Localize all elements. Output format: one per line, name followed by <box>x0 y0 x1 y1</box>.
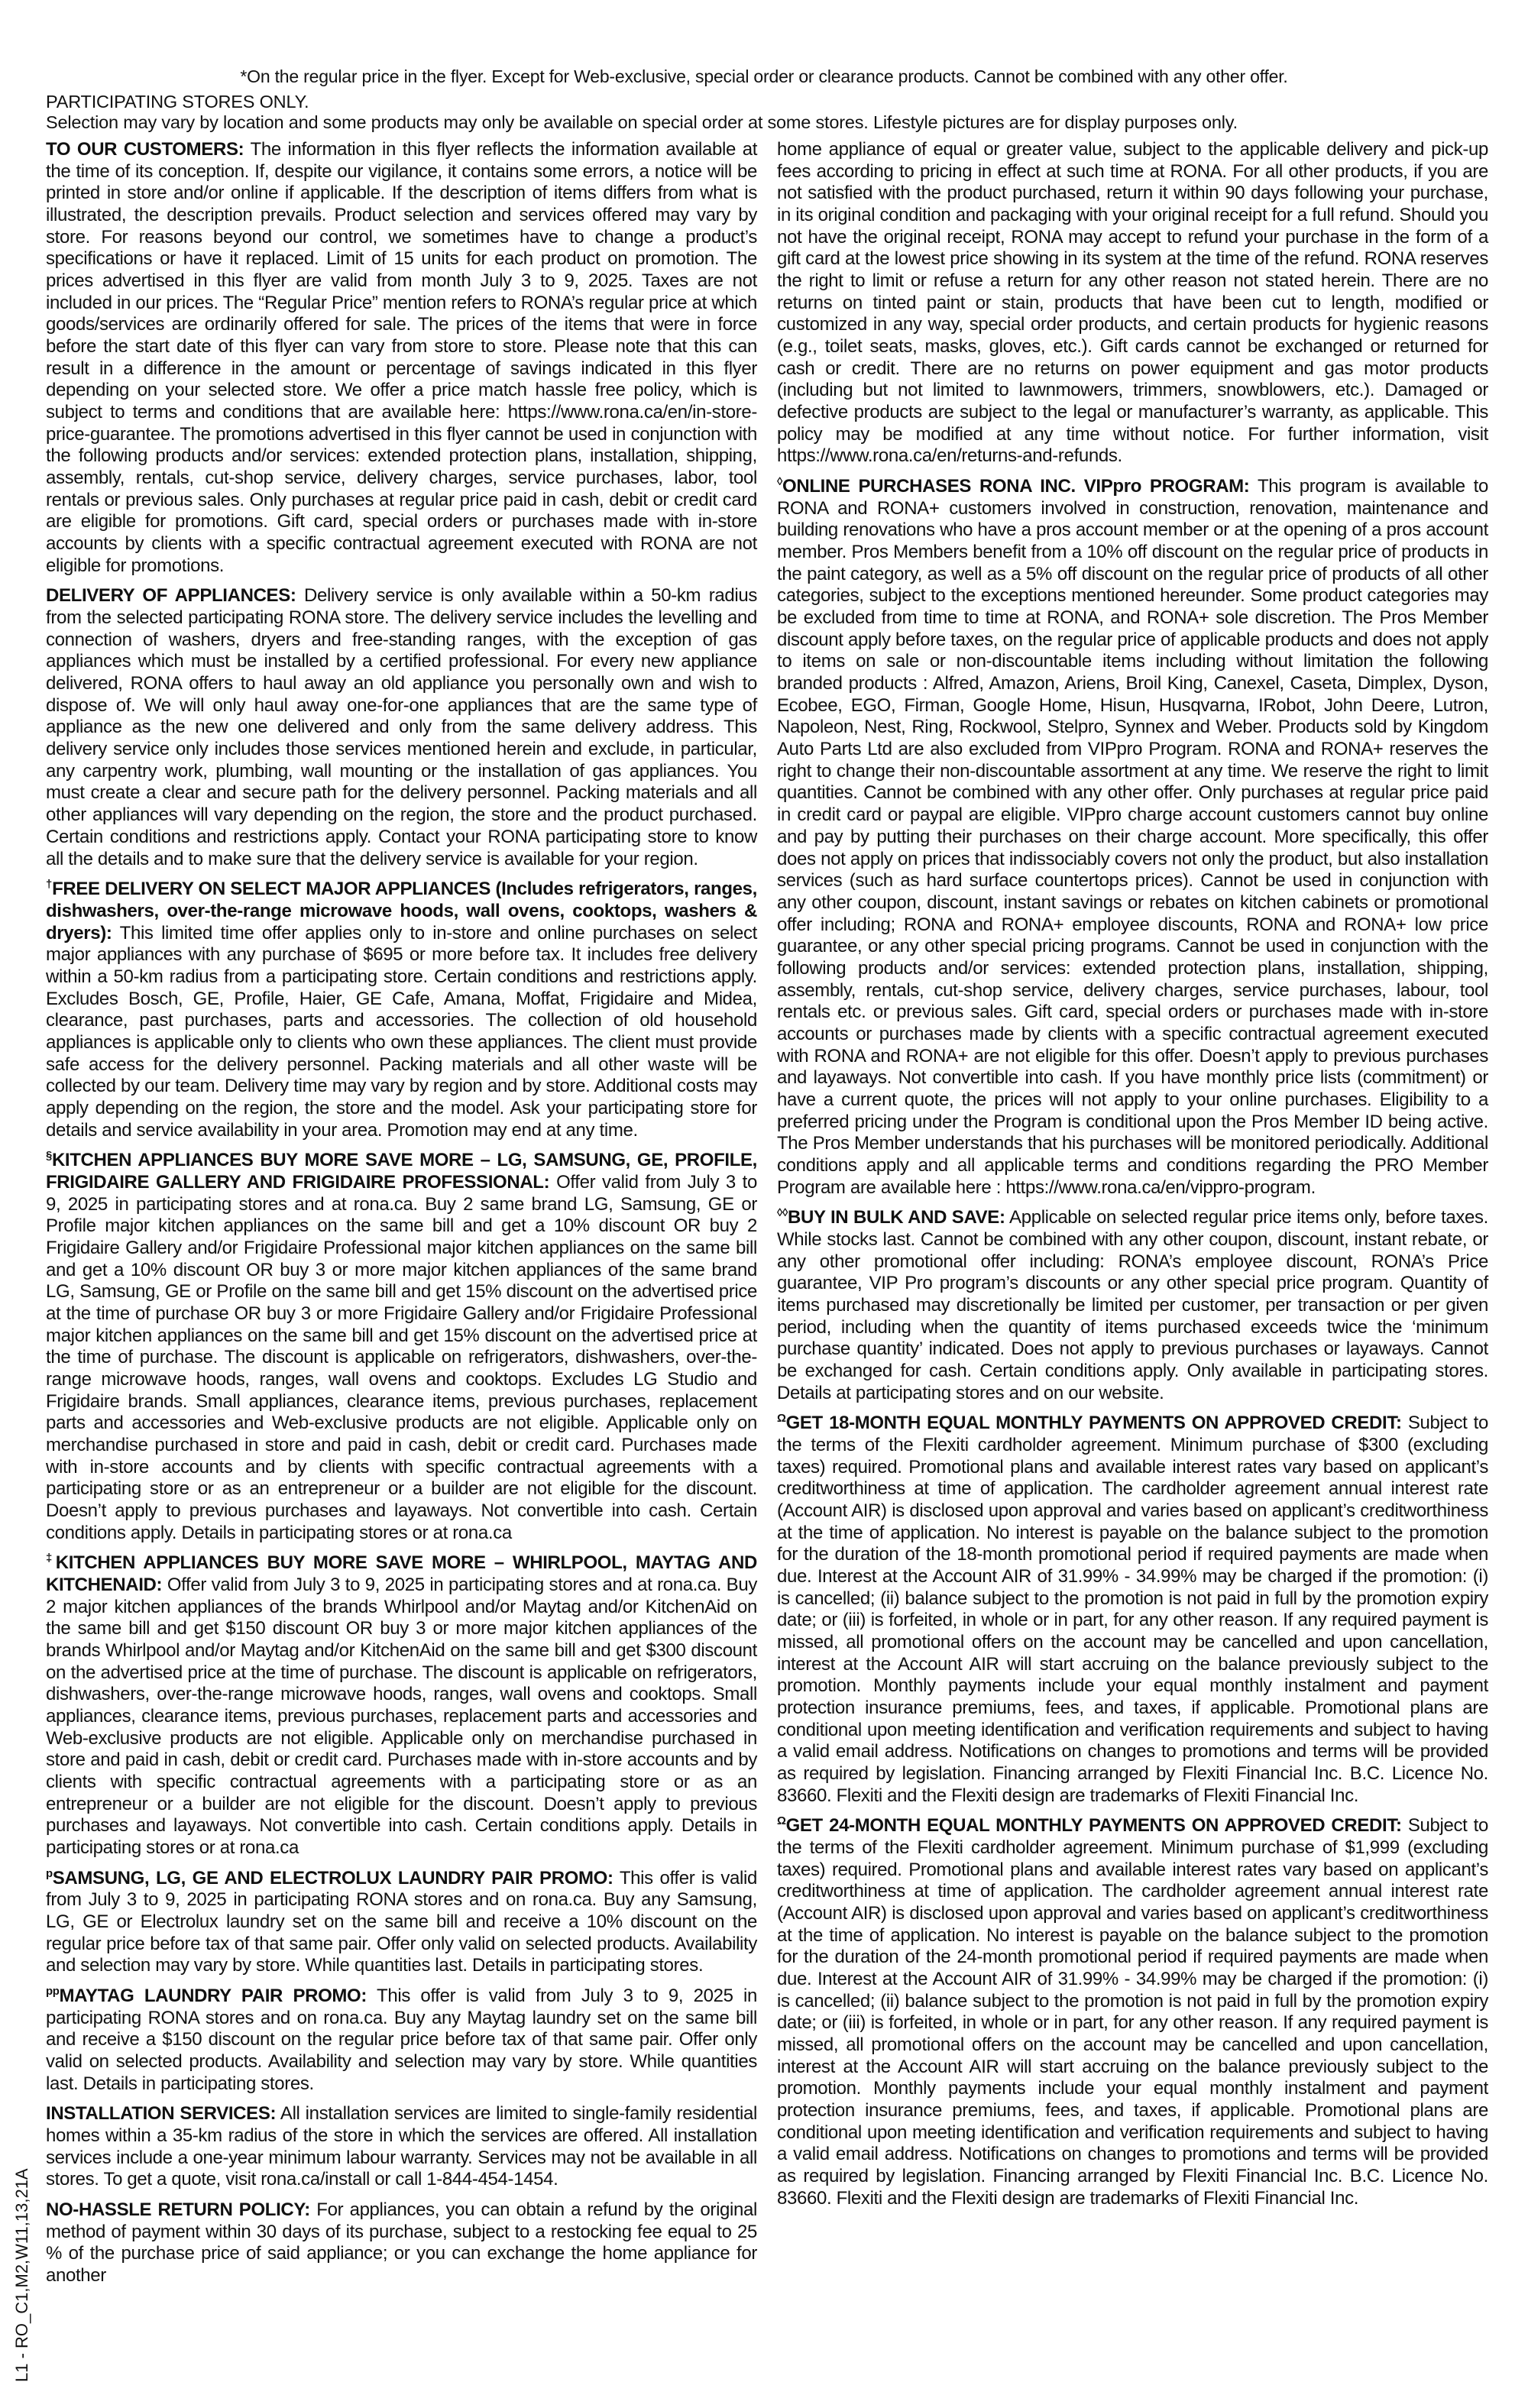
participating-stores-line: PARTICIPATING STORES ONLY. <box>46 92 309 112</box>
footnote-marker-pp: pp <box>46 1986 60 1999</box>
paragraph-heading: DELIVERY OF APPLIANCES: <box>46 585 296 607</box>
paragraph-body: Offer valid from July 3 to 9, 2025 in participating stores and at rona.ca. Buy 2 same brand LG, Samsung, GE or Profile major kitchen appliances on the same bill and get a 10% discount OR buy 2 Frigidaire Gallery and/or Frigidaire Professional major kitchen appliances on the same bill and get a 10% discount OR buy 3 or more major kitchen appliances of the same brand LG, Samsung, GE or Profile on the same bill and get 15% discount on the advertised price at the time of purchase OR buy 3 or more Frigidaire Gallery and/or Frigidaire Professional major kitchen appliances on the same bill and get 15% discount on the advertised price at the time of purchase. The discount is applicable on refrigerators, dishwashers, over-the-range microwave hoods, ranges, wall ovens and cooktops. Excludes LG Studio and Frigidaire brands. Small appliances, clearance items, previous purchases, replacement parts and accessories and Web-exclusive products are not eligible. Applicable only on merchandise purchased in store and paid in cash, debit or credit card. Purchases made with in-store accounts and by clients with specific contractual agreements with a participating store or as an entrepreneur or a builder are not eligible for the discount. Doesn’t apply to previous purchases and layaways. Not convertible into cash. Certain conditions apply. Details in participating stores or at rona.ca <box>46 1171 757 1543</box>
paragraph-vippro-program <box>777 476 1488 1199</box>
paragraph-body: This offer is valid from July 3 to 9, 2025 in participating RONA stores and on rona.ca. Buy any Maytag laundry set on the same bill and receive a $150 discount on the regular price before tax of that same pair. Offer only valid on selected products. Availability and selection may vary by store. While quantities last. Details in participating stores. <box>46 1986 757 2094</box>
paragraph-kitchen-lg-samsung <box>46 1150 757 1544</box>
selection-line: Selection may vary by location and some products may only be available on special order at some stores. Lifestyle pictures are for display purposes only. <box>46 112 1238 132</box>
paragraph-heading: ONLINE PURCHASES RONA INC. VIPpro PROGRAM: <box>782 476 1250 497</box>
paragraph-kitchen-whirlpool <box>46 1552 757 1859</box>
paragraph-24-month-financing <box>777 1815 1488 2209</box>
footnote-marker-p: p <box>46 1867 53 1880</box>
paragraph-heading: GET 24-MONTH EQUAL MONTHLY PAYMENTS ON APPROVED CREDIT: <box>785 1815 1402 1837</box>
paragraph-body: For appliances, you can obtain a refund by the original method of payment within 30 days of its purchase, subject to a restocking fee equal to 25 % of the purchase price of said appliance; or you can exchange the home appliance for another <box>46 2199 758 2287</box>
press-code: L1 - RO_C1,M2,W11,13,21A <box>12 2168 31 2382</box>
left-column <box>46 139 757 2296</box>
paragraph-heading: INSTALLATION SERVICES: <box>46 2103 277 2125</box>
footnote-marker-omega: Ω <box>777 1413 786 1426</box>
paragraph-heading: KITCHEN APPLIANCES BUY MORE SAVE MORE – WHIRLPOOL, MAYTAG AND KITCHENAID: <box>46 1552 757 1595</box>
paragraph-maytag-laundry-promo <box>46 1986 757 2095</box>
paragraph-buy-in-bulk <box>777 1207 1488 1404</box>
paragraph-to-our-customers <box>46 139 757 577</box>
paragraph-body: Subject to the terms of the Flexiti cardholder agreement. Minimum purchase of $1,999 (excluding taxes) required. Promotional plans and available interest rates vary based on applicant’s creditworthiness at time of application. The cardholder agreement annual interest rate (Account AIR) is disclosed upon approval and varies based on applicant’s creditworthiness at the time of application. No interest is payable on the balance subject to the promotion for the duration of the 24-month promotional period if required payments are made when due. Interest at the Account AIR of 31.99% - 34.99% may be charged if the promotion: (i) is cancelled; (ii) balance subject to the promotion is not paid in full by the promotion expiry date; or (iii) is forfeited, in whole or in part, for any other reason. If any required payment is missed, all promotional offers on the account may be cancelled and upon cancellation, interest at the Account AIR will start accruing on the balance previously subject to the promotion. Monthly payments include your equal monthly instalment and payment protection insurance premiums, fees, and taxes, if applicable. Promotional plans are conditional upon meeting identification and verification requirements and subject to having a valid email address. Notifications on changes to promotions and terms will be provided as required by legislation. Financing arranged by Flexiti Financial Inc. B.C. Licence No. 83660. Flexiti and the Flexiti design are trademarks of Flexiti Financial Inc. <box>777 1815 1488 2209</box>
paragraph-heading: BUY IN BULK AND SAVE: <box>788 1207 1005 1228</box>
paragraph-body: The information in this flyer reflects the information available at the time of its conception. If, despite our vigilance, it contains some errors, a notice will be printed in store and/or online if applicable. If the description of items differs from what is illustrated, the description prevails. Product selection and services offered may vary by store. For reasons beyond our control, we sometimes have to change a product’s specifications or have it replaced. Limit of 15 units for each product on promotion. The prices advertised in this flyer are valid from month July 3 to 9, 2025. Taxes are not included in our prices. The “Regular Price” mention refers to RONA’s regular price at which goods/services are ordinarily offered for sale. The prices of the items that were in force before the start date of this flyer can vary from store to store. Please note that this can result in a difference in the amount or percentage of savings indicated in this flyer depending on your selected store. We offer a price match hassle free policy, which is subject to terms and conditions that are available here: https://www.rona.ca/en/in-store-price-guarantee. The promotions advertised in this flyer cannot be used in conjunction with the following products and/or services: extended protection plans, installation, shipping, assembly, rentals, cut-shop service, delivery charges, service purchases, labor, tool rentals or previous sales. Only purchases at regular price paid in cash, debit or credit card are eligible for promotions. Gift card, special orders or purchases made with in-store accounts by clients with a specific contractual agreement executed with RONA are not eligible for promotions. <box>46 139 758 576</box>
paragraph-body: Offer valid from July 3 to 9, 2025 in participating stores and at rona.ca. Buy 2 major kitchen appliances of the brands Whirlpool and/or Maytag and/or KitchenAid on the same bill and get $150 discount OR buy 3 or more major kitchen appliances of the brands Whirlpool and/or Maytag and/or KitchenAid on the same bill and get $300 discount on the advertised price at the time of purchase. The discount is applicable on refrigerators, dishwashers, over-the-range microwave hoods, ranges, wall ovens and cooktops. Small appliances, clearance items, previous purchases, replacement parts and accessories and Web-exclusive products are not eligible. Applicable only on merchandise purchased in store and paid in cash, debit or credit card. Purchases made with in-store accounts and by clients with specific contractual agreements with a participating store or as an entrepreneur or a builder are not eligible for the discount. Doesn’t apply to previous purchases and layaways. Not convertible into cash. Certain conditions apply. Details in participating stores or at rona.ca <box>46 1575 757 1859</box>
paragraph-body: Delivery service is only available within a 50-km radius from the selected participating RONA store. The delivery service includes the levelling and connection of washers, dryers and free-standing ranges, with the exception of gas appliances which must be installed by a certified professional. For every new appliance delivered, RONA offers to haul away an old appliance you personally own and wish to dispose of. We will only haul away one-for-one appliances that are the same type of appliance as the new one delivered and only from the same delivery address. This delivery service only includes those services mentioned herein and exclude, in particular, any carpentry work, plumbing, wall mounting or the installation of gas appliances. You must create a clear and secure path for the delivery personnel. Packing materials and all other appliances will vary depending on the region, the store and the product purchased. Certain conditions and restrictions apply. Contact your RONA participating store to know all the details and to make sure that the delivery service is available for your region. <box>46 585 757 869</box>
paragraph-heading: GET 18-MONTH EQUAL MONTHLY PAYMENTS ON APPROVED CREDIT: <box>785 1413 1402 1434</box>
paragraph-body: Applicable on selected regular price items only, before taxes. While stocks last. Cannot be combined with any other coupon, discount, instant rebate, or any other promotional offer including: RONA’s employee discount, RONA’s Price guarantee, VIP Pro program’s discounts or any other special price program. Quantity of items purchased may discretionally be limited per customer, per transaction or per given period, including when the quantity of items purchased exceeds twice the ‘minimum purchase quantity’ indicated. Does not apply to previous purchases or layaways. Cannot be exchanged for cash. Certain conditions apply. Only available in participating stores. Details at participating stores and on our website. <box>777 1207 1488 1403</box>
paragraph-return-policy-continued <box>777 139 1488 468</box>
paragraph-heading: TO OUR CUSTOMERS: <box>46 139 244 160</box>
paragraph-body: This limited time offer applies only to in-store and online purchases on select major appliances with any purchase of $695 or more before tax. It includes free delivery within a 50-km radius from a participating store. Certain conditions and restrictions apply. Excludes Bosch, GE, Profile, Haier, GE Cafe, Amana, Moffat, Frigidaire and Midea, clearance, past purchases, parts and accessories. The collection of old household appliances is applicable only to clients who own these appliances. The client must provide safe access for the delivery personnel. Packing materials and all other waste will be collected by our team. Delivery time may vary by region and by store. Additional costs may apply depending on the region, the store and the model. Ask your participating store for details and service availability in your area. Promotion may end at any time. <box>46 922 757 1141</box>
terms-columns <box>0 133 1528 2296</box>
footnote-marker-lozenge: ◊ <box>777 476 783 489</box>
footnote-marker-section: § <box>46 1150 52 1163</box>
paragraph-body: home appliance of equal or greater value, subject to the applicable delivery and pick-up fees according to pricing in effect at such time at RONA. For all other products, if you are not satisfied with the product purchased, return it within 90 days following your purchase, in its original condition and packaging with your original receipt for a full refund. Should you not have the original receipt, RONA may accept to refund your purchase in the form of a gift card at the lowest price showing in its system at the time of the refund. RONA reserves the right to limit or refuse a return for any other reason not stated herein. There are no returns on tinted paint or stain, products that have been cut to length, modified or customized in any way, special order products, and certain products for hygienic reasons (e.g., toilet seats, masks, gloves, etc.). Gift cards cannot be exchanged or returned for cash or credit. There are no returns on power equipment and gas motor products (including but not limited to lawnmowers, trimmers, snowblowers, etc.). Damaged or defective products are subject to the legal or manufacturer’s warranty, as applicable. This policy may be modified at any time without notice. For further information, visit https://www.rona.ca/en/returns-and-refunds. <box>777 139 1488 467</box>
paragraph-18-month-financing <box>777 1413 1488 1807</box>
paragraph-body: All installation services are limited to single-family residential homes within a 35-km radius of the store in which the services are offered. All installation services include a one-year minimum labour warranty. Services may not be available in all stores. To get a quote, visit rona.ca/install or call 1-844-454-1454. <box>46 2103 757 2190</box>
regular-price-disclaimer: *On the regular price in the flyer. Except for Web-exclusive, special order or clearance products. Cannot be combined with any other offer. <box>240 66 1288 86</box>
paragraph-heading: SAMSUNG, LG, GE AND ELECTROLUX LAUNDRY PAIR PROMO: <box>52 1867 613 1889</box>
paragraph-body: This program is available to RONA and RONA+ customers involved in construction, renovation, maintenance and building renovations who have a pros account member or at the opening of a pros account member. Pros Members benefit from a 10% off discount on the regular price of products in the paint category, as well as a 5% off discount on the regular price of products of all other categories, subject to the exceptions mentioned hereunder. Some product categories may be excluded from time to time at RONA, and RONA+ sole discretion. The Pros Member discount apply before taxes, on the regular price of applicable products and does not apply to items on sale or non-discountable items including without limitation the following branded products : Alfred, Amazon, Ariens, Broil King, Canexel, Caseta, Dimplex, Dyson, Ecobee, EGO, Firman, Google Home, Hisun, Husqvarna, IRobot, John Deere, Lutron, Napoleon, Nest, Ring, Rockwool, Stelpro, Synnex and Weber. Products sold by Kingdom Auto Parts Ltd are also excluded from VIPpro Program. RONA and RONA+ reserves the right to change their non-discountable assortment at any time. We reserve the right to limit quantities. Cannot be combined with any other offer. Only purchases at regular price paid in credit card or paypal are eligible. VIPpro charge account customers cannot buy online and pay by putting their purchases on their charge account. More specifically, this offer does not apply on prices that indissociably covers not only the product, but also installation services (such as hard surface countertops prices). Cannot be used in conjunction with any other coupon, discount, instant savings or rebates on kitchen cabinets or promotional offer including; RONA and RONA+ employee discounts, RONA and RONA+ low price guarantee, or any other special pricing programs. Cannot be used in conjunction with the following products and/or services: extended protection plans, installation, shipping, assembly, rentals, cut-shop service, delivery charges, service purchases, labour, tool rentals etc. or previous sales. Gift card, special orders or purchases made with in-store accounts or purchases made by clients with a specific contractual agreement executed with RONA and RONA+ are not eligible for this offer. Doesn’t apply to previous purchases and layaways. Not convertible into cash. If you have monthly price lists (commitment) or have a current quote, the prices will not apply to your online purchases. Eligibility to a preferred pricing under the Program is conditional upon the Pros Member ID being active. The Pros Member understands that his purchases will be monitored periodically. Additional conditions apply and all applicable terms and conditions regarding the PRO Member Program are available here : https://www.rona.ca/en/vippro-program. <box>777 476 1488 1198</box>
store-lines <box>0 87 1528 133</box>
paragraph-delivery-of-appliances <box>46 585 757 870</box>
paragraph-body: This offer is valid from July 3 to 9, 2025 in participating RONA stores and on rona.ca. Buy any Samsung, LG, GE or Electrolux laundry set on the same bill and receive a 10% discount on the regular price before tax of that same pair. Offer only valid on selected products. Availability and selection may vary by store. While quantities last. Details in participating stores. <box>46 1867 757 1976</box>
paragraph-heading: MAYTAG LAUNDRY PAIR PROMO: <box>59 1986 367 2007</box>
footnote-marker-omega: Ω <box>777 1815 786 1828</box>
paragraph-heading: NO-HASSLE RETURN POLICY: <box>46 2199 310 2221</box>
paragraph-no-hassle-return <box>46 2199 757 2287</box>
footnote-marker-dagger: † <box>46 879 53 892</box>
right-column <box>777 139 1488 2296</box>
page-header <box>0 0 1528 133</box>
paragraph-heading: KITCHEN APPLIANCES BUY MORE SAVE MORE – LG, SAMSUNG, GE, PROFILE, FRIGIDAIRE GALLERY AND FRIGIDAIRE PROFESSIONAL: <box>46 1150 757 1193</box>
paragraph-free-delivery <box>46 879 757 1141</box>
paragraph-heading: FREE DELIVERY ON SELECT MAJOR APPLIANCES (Includes refrigerators, ranges, dishwashers, over-the-range microwave hoods, wall ovens, cooktops, washers & dryers): <box>46 879 757 943</box>
footnote-marker-double-dagger: ‡ <box>46 1552 56 1565</box>
paragraph-body: Subject to the terms of the Flexiti cardholder agreement. Minimum purchase of $300 (excluding taxes) required. Promotional plans and available interest rates vary based on applicant’s creditworthiness at time of application. The cardholder agreement annual interest rate (Account AIR) is disclosed upon approval and varies based on applicant’s creditworthiness at the time of application. No interest is payable on the balance subject to the promotion for the duration of the 18-month promotional period if required payments are made when due. Interest at the Account AIR of 31.99% - 34.99% may be charged if the promotion: (i) is cancelled; (ii) balance subject to the promotion is not paid in full by the promotion expiry date; or (iii) is forfeited, in whole or in part, for any other reason. If any required payment is missed, all promotional offers on the account may be cancelled and upon cancellation, interest at the Account AIR will start accruing on the balance previously subject to the promotion. Monthly payments include your equal monthly instalment and payment protection insurance premiums, fees, and taxes, if applicable. Promotional plans are conditional upon meeting identification and verification requirements and subject to having a valid email address. Notifications on changes to promotions and terms will be provided as required by legislation. Financing arranged by Flexiti Financial Inc. B.C. Licence No. 83660. Flexiti and the Flexiti design are trademarks of Flexiti Financial Inc. <box>777 1413 1488 1806</box>
footnote-marker-double-lozenge: ◊◊ <box>777 1207 788 1220</box>
paragraph-samsung-laundry-promo <box>46 1868 757 1977</box>
paragraph-installation-services <box>46 2103 757 2191</box>
